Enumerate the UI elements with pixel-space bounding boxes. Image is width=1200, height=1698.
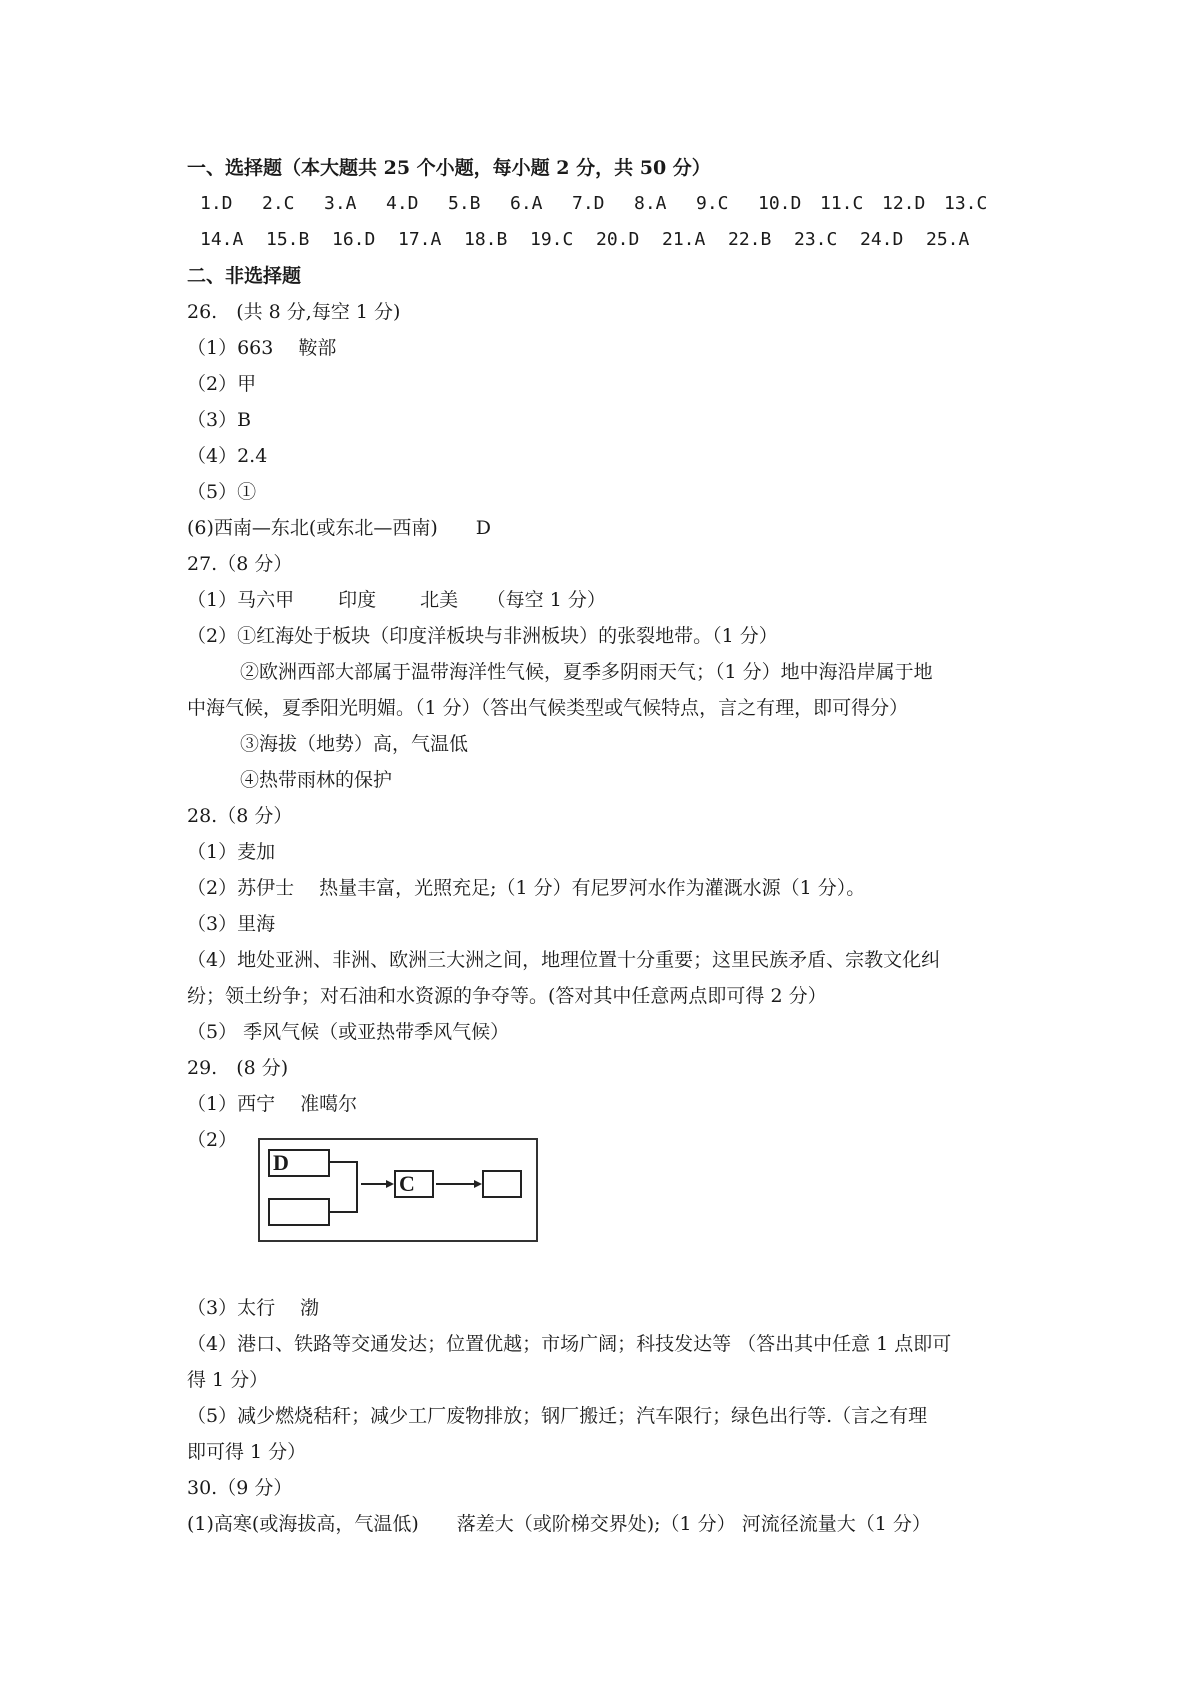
choice-answer: 16.D <box>332 229 376 250</box>
q28-answer-4-line1: （4）地处亚洲、非洲、欧洲三大洲之间，地理位置十分重要；这里民族矛盾、宗教文化纠 <box>187 949 941 971</box>
choice-answer: 20.D <box>596 229 640 250</box>
section1-title: 一、选择题（本大题共 25 个小题，每小题 2 分，共 50 分） <box>187 157 711 179</box>
choice-answer: 24.D <box>860 229 904 250</box>
choice-answer: 13.C <box>944 193 988 214</box>
q26-answer-3: （3）B <box>187 409 252 431</box>
choice-answer: 7.D <box>572 193 605 214</box>
q29-answer-2-label: （2） <box>187 1129 238 1151</box>
choice-answer: 10.D <box>758 193 802 214</box>
q29-answer-4-line1: （4）港口、铁路等交通发达；位置优越；市场广阔；科技发达等 （答出其中任意 1 点即可 <box>187 1333 952 1355</box>
q30-header: 30.（9 分） <box>187 1477 293 1499</box>
choice-answer: 4.D <box>386 193 419 214</box>
q29-answer-3: （3）太行 渤 <box>187 1297 320 1319</box>
q26-answer-5: （5）① <box>187 481 257 503</box>
q26-header: 26. (共 8 分,每空 1 分) <box>187 301 401 323</box>
choice-answer: 9.C <box>696 193 729 214</box>
flow-diagram <box>258 1138 538 1242</box>
choice-answer: 8.A <box>634 193 667 214</box>
answers-row-2 <box>200 226 992 254</box>
choice-answer: 23.C <box>794 229 838 250</box>
choice-answer: 25.A <box>926 229 970 250</box>
q28-answer-2: （2）苏伊士 热量丰富，光照充足;（1 分）有尼罗河水作为灌溉水源（1 分）。 <box>187 877 866 899</box>
arrowhead-to-c-icon <box>386 1180 394 1188</box>
choice-answer: 6.A <box>510 193 543 214</box>
choice-answer: 3.A <box>324 193 357 214</box>
q26-answer-1: （1）663 鞍部 <box>187 337 337 359</box>
choice-answer: 11.C <box>820 193 864 214</box>
choice-answer: 18.B <box>464 229 508 250</box>
q26-answer-4: （4）2.4 <box>187 445 268 467</box>
choice-answer: 1.D <box>200 193 233 214</box>
q27-answer-2-2-line2: 中海气候，夏季阳光明媚。（1 分）（答出气候类型或气候特点，言之有理，即可得分） <box>187 697 909 719</box>
q29-answer-5-line2: 即可得 1 分） <box>187 1441 307 1463</box>
q29-answer-4-line2: 得 1 分） <box>187 1369 269 1391</box>
q28-answer-4-line2: 纷；领土纷争；对石油和水资源的争夺等。(答对其中任意两点即可得 2 分） <box>187 985 827 1007</box>
q27-answer-2-1: （2）①红海处于板块（印度洋板块与非洲板块）的张裂地带。（1 分） <box>187 625 778 647</box>
arrowhead-to-next-icon <box>474 1180 482 1188</box>
diagram-connectors <box>260 1140 536 1240</box>
q29-answer-5-line1: （5）减少燃烧秸秆；减少工厂废物排放；钢厂搬迁；汽车限行；绿色出行等.（言之有理 <box>187 1405 928 1427</box>
q28-answer-5: （5） 季风气候（或亚热带季风气候） <box>187 1021 510 1043</box>
q27-answer-1: （1）马六甲 印度 北美 （每空 1 分） <box>187 589 606 611</box>
q26-answer-6: (6)西南—东北(或东北—西南) D <box>187 517 491 539</box>
choice-answer: 22.B <box>728 229 772 250</box>
choice-answer: 17.A <box>398 229 442 250</box>
q27-answer-2-4: ④热带雨林的保护 <box>240 769 393 791</box>
q28-answer-1: （1）麦加 <box>187 841 276 863</box>
q26-answer-2: （2）甲 <box>187 373 257 395</box>
q29-answer-1: （1）西宁 准噶尔 <box>187 1093 358 1115</box>
choice-answer: 5.B <box>448 193 481 214</box>
choice-answer: 14.A <box>200 229 244 250</box>
q27-answer-2-2-line1: ②欧洲西部大部属于温带海洋性气候，夏季多阴雨天气；（1 分）地中海沿岸属于地 <box>240 661 933 683</box>
diagram-box-d: D <box>268 1149 330 1177</box>
q28-header: 28.（8 分） <box>187 805 293 827</box>
choice-answer: 12.D <box>882 193 926 214</box>
choice-answer: 19.C <box>530 229 574 250</box>
choice-answer: 2.C <box>262 193 295 214</box>
q27-answer-2-3: ③海拔（地势）高，气温低 <box>240 733 469 755</box>
section2-title: 二、非选择题 <box>187 265 302 287</box>
choice-answer: 15.B <box>266 229 310 250</box>
q28-answer-3: （3）里海 <box>187 913 276 935</box>
q29-header: 29. (8 分) <box>187 1057 289 1079</box>
q27-header: 27.（8 分） <box>187 553 293 575</box>
answers-row-1 <box>200 190 1006 218</box>
diagram-box-c: C <box>394 1170 434 1198</box>
q30-answer-1: (1)高寒(或海拔高，气温低) 落差大（或阶梯交界处);（1 分） 河流径流量大（1 分） <box>187 1513 931 1535</box>
choice-answer: 21.A <box>662 229 706 250</box>
